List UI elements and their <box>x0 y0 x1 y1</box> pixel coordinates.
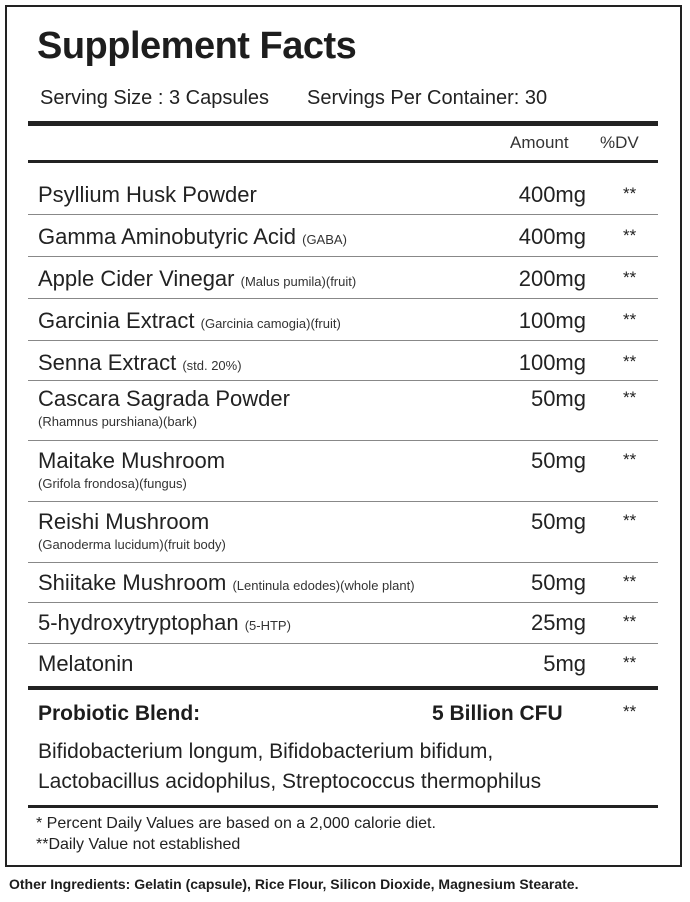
ingredient-amount: 5mg <box>543 651 586 676</box>
ingredient-name: Shiitake Mushroom (Lentinula edodes)(whole plant) <box>38 570 415 595</box>
ingredient-dv: ** <box>623 450 637 469</box>
ingredient-amount: 100mg <box>518 350 586 375</box>
ingredient-dv: ** <box>623 388 637 407</box>
blend-label: Probiotic Blend: <box>38 702 201 725</box>
ingredient-amount: 50mg <box>530 448 586 473</box>
ingredient-name: Reishi Mushroom <box>38 509 210 534</box>
amount-column-header: Amount <box>510 133 569 152</box>
ingredient-dv: ** <box>623 653 637 672</box>
ingredient-dv: ** <box>623 184 637 203</box>
ingredient-dv: ** <box>623 352 637 371</box>
blend-strains-line-2: Lactobacillus acidophilus, Streptococcus thermophilus <box>38 770 542 793</box>
column-header-rule <box>28 160 658 163</box>
row-divider <box>28 602 658 603</box>
ingredient-dv: ** <box>623 310 637 329</box>
ingredient-name: Gamma Aminobutyric Acid (GABA) <box>38 224 347 249</box>
serving-size: Serving Size : 3 Capsules <box>40 87 270 109</box>
ingredient-name: Cascara Sagrada Powder <box>38 386 290 411</box>
ingredient-name: Maitake Mushroom <box>38 448 226 473</box>
ingredient-name: Senna Extract (std. 20%) <box>38 350 242 375</box>
ingredient-name: Psyllium Husk Powder <box>38 182 257 207</box>
ingredient-amount: 25mg <box>530 610 586 635</box>
blend-dv: ** <box>623 702 637 721</box>
row-divider <box>28 440 658 441</box>
ingredient-dv: ** <box>623 268 637 287</box>
row-divider <box>28 214 658 215</box>
blend-rule <box>28 686 658 690</box>
ingredient-name: Melatonin <box>38 651 134 676</box>
ingredient-amount: 50mg <box>530 570 586 595</box>
ingredient-amount: 200mg <box>518 266 586 291</box>
row-divider <box>28 501 658 502</box>
ingredient-name: Apple Cider Vinegar (Malus pumila)(fruit) <box>38 266 357 291</box>
ingredient-amount: 400mg <box>518 182 586 207</box>
row-divider <box>28 298 658 299</box>
row-divider <box>28 380 658 381</box>
ingredient-dv: ** <box>623 612 637 631</box>
footnote-percent-dv: * Percent Daily Values are based on a 2,000 calorie diet. <box>36 815 436 832</box>
ingredient-amount: 50mg <box>530 509 586 534</box>
row-divider <box>28 256 658 257</box>
ingredient-source: (Grifola frondosa)(fungus) <box>38 476 187 491</box>
ingredient-amount: 400mg <box>518 224 586 249</box>
ingredient-amount: 100mg <box>518 308 586 333</box>
row-divider <box>28 562 658 563</box>
header-rule <box>28 121 658 126</box>
servings-per-container: Servings Per Container: 30 <box>307 87 548 109</box>
dv-column-header: %DV <box>600 133 639 152</box>
other-ingredients: Other Ingredients: Gelatin (capsule), Rice Flour, Silicon Dioxide, Magnesium Stearate. <box>9 876 579 892</box>
ingredient-source: (Rhamnus purshiana)(bark) <box>38 414 197 429</box>
panel-title: Supplement Facts <box>37 25 357 67</box>
row-divider <box>28 340 658 341</box>
ingredient-dv: ** <box>623 226 637 245</box>
footnote-rule <box>28 805 658 808</box>
ingredient-amount: 50mg <box>530 386 586 411</box>
row-divider <box>28 643 658 644</box>
ingredient-source: (Ganoderma lucidum)(fruit body) <box>38 537 226 552</box>
ingredient-dv: ** <box>623 511 637 530</box>
ingredient-name: Garcinia Extract (Garcinia camogia)(fruit) <box>38 308 341 333</box>
blend-strains-line-1: Bifidobacterium longum, Bifidobacterium bifidum, <box>38 740 494 763</box>
footnote-dv-not-established: **Daily Value not established <box>36 836 241 853</box>
blend-amount: 5 Billion CFU <box>432 702 563 725</box>
ingredient-dv: ** <box>623 572 637 591</box>
supplement-facts-panel <box>5 5 682 867</box>
ingredient-name: 5-hydroxytryptophan (5-HTP) <box>38 610 291 635</box>
